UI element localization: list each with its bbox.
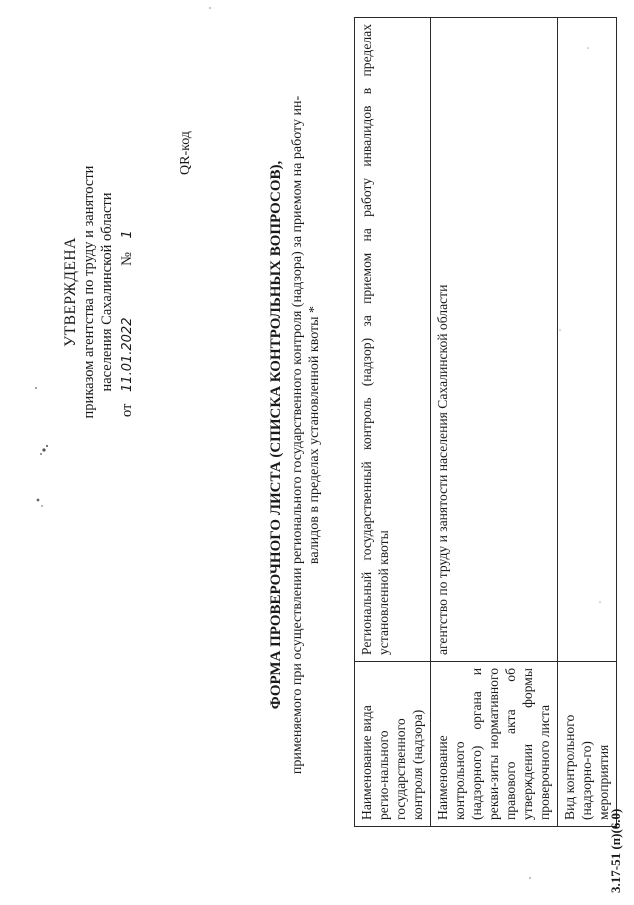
table-row [431, 18, 558, 827]
date-prefix: от [119, 403, 135, 417]
handwritten-number: 1 [120, 230, 135, 239]
handwritten-date: 11.01.2022 [120, 317, 135, 392]
table-cell-label: Наименование контрольного (надзорного) органа и рекви-зиты нормативного правового акта об утверждении формы проверочного листа [431, 662, 558, 827]
form-subtitle-line-1: применяемого при осуществлении регионального государственного контроля (надзора) за приемом на работу ин- [290, 95, 305, 775]
table-cell-label: Вид контрольного (надзорно-го) мероприятия [558, 662, 617, 827]
approval-line-2: населения Сахалинской области [99, 192, 115, 392]
table-cell-value: Региональный государственный контроль (надзор) за приемом на работу инвалидов в пределах установленной квоты [355, 18, 431, 662]
number-prefix: № [119, 252, 135, 266]
approval-date-row [118, 127, 137, 457]
table-cell-label: Наименование вида регио-нального государственного контроля (надзора) [355, 662, 431, 827]
qr-code-label: QR-код [178, 131, 193, 175]
checklist-table [354, 17, 617, 827]
approval-title: УТВЕРЖДЕНА [62, 237, 79, 347]
table-row [558, 18, 617, 827]
footer-code: 3.17-51 (п)(6.0) [608, 808, 623, 893]
form-title: ФОРМА ПРОВЕРОЧНОГО ЛИСТА (СПИСКА КОНТРОЛЬНЫХ ВОПРОСОВ), [268, 160, 284, 710]
table-cell-value [558, 18, 617, 662]
form-subtitle [289, 25, 323, 845]
form-subtitle-line-2: валидов в пределах установленной квоты * [307, 305, 322, 565]
approval-stamp [62, 127, 137, 457]
table-cell-value: агентство по труду и занятости населения Сахалинской области [431, 18, 558, 662]
approval-line-1: приказом агентства по труду и занятости [81, 165, 97, 419]
table-row [355, 18, 431, 827]
